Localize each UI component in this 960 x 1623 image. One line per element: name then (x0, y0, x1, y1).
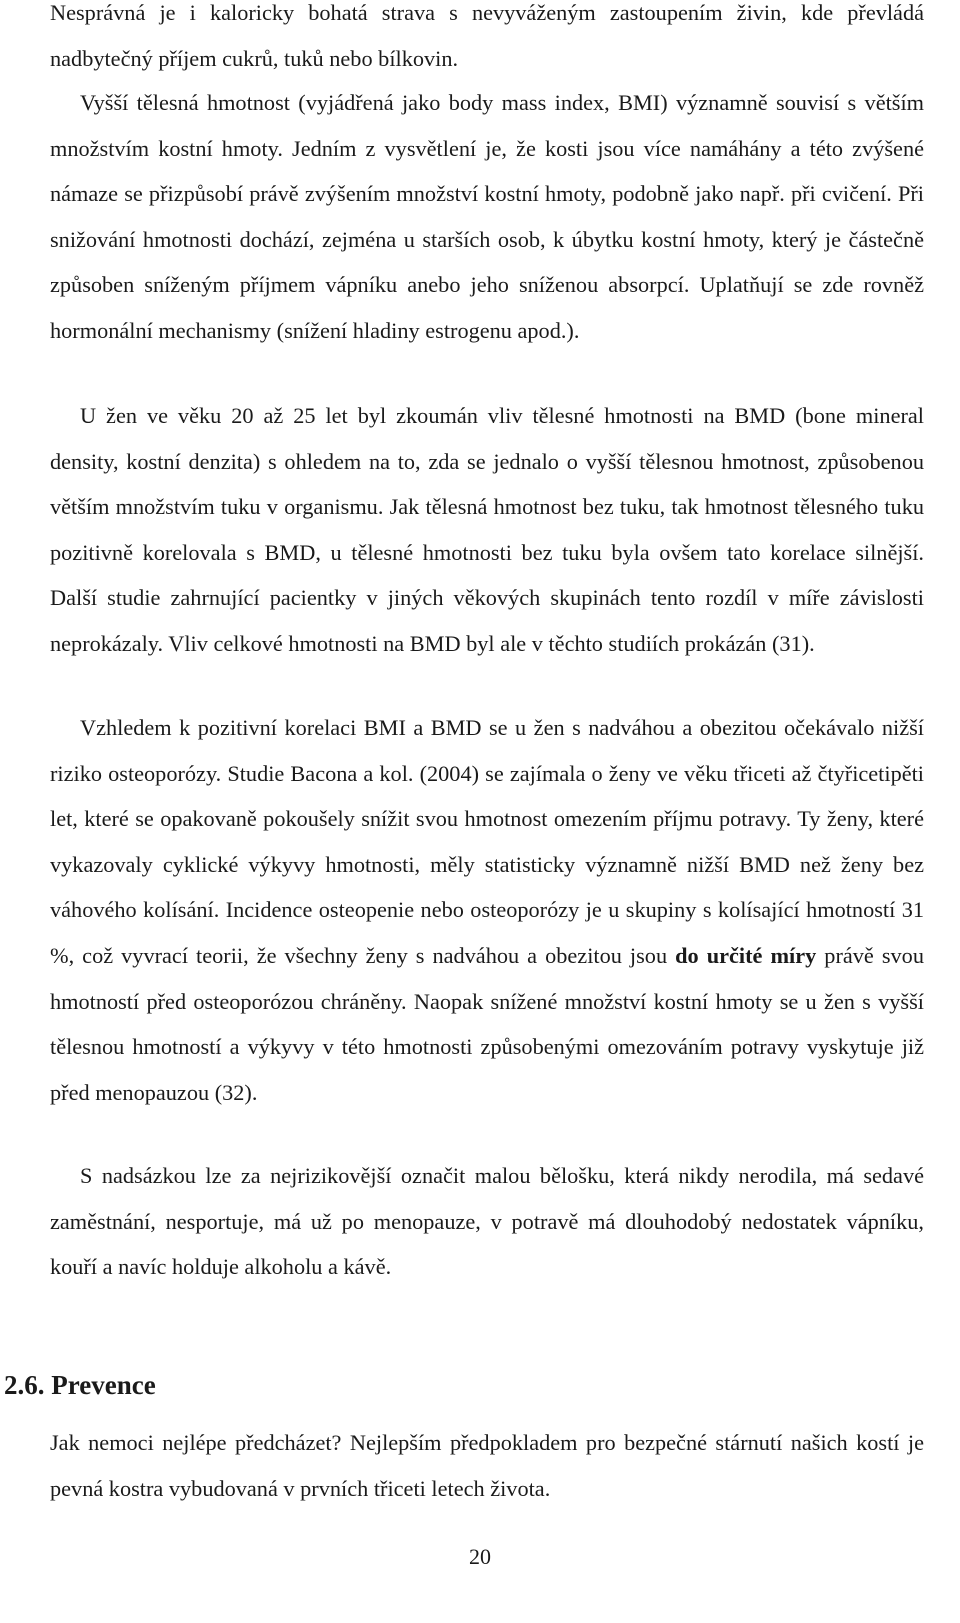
paragraph-risk-profile: S nadsázkou lze za nejrizikovější označit malou bělošku, která nikdy nerodila, má sedavé zaměstnání, nesportuje, má už po menopauze, v potravě má dlouhodobý nedostatek vápníku, kouří a navíc holduje alkoholu a kávě. (50, 1163, 924, 1280)
page-number: 20 (469, 1544, 491, 1569)
paragraph-text-before: Vzhledem k pozitivní korelaci BMI a BMD se u žen s nadváhou a obezitou očekávalo nižší riziko osteoporózy. Studie Bacona a kol. (2004) se zajímala o ženy ve věku třiceti až čtyřicetipěti let, které se opakovaně pokoušely snížit svou hmotnost omezením příjmu potravy. Ty ženy, které vykazovaly cyklické výkyvy hmotnosti, měly statisticky významně nižší BMD než ženy bez váhového kolísání. Incidence osteopenie nebo osteoporózy je u skupiny s kolísající hmotností 31 %, což vyvrací teorii, že všechny ženy s nadváhou a obezitou jsou (50, 715, 924, 968)
paragraph-obesity-osteoporosis (50, 705, 924, 1115)
paragraph-nutrition: Nesprávná je i kaloricky bohatá strava s nevyváženým zastoupením živin, kde převládá nadbytečný příjem cukrů, tuků nebo bílkovin. (50, 0, 924, 71)
section-heading: 2.6. Prevence (4, 1370, 156, 1400)
paragraph-body-weight: Vyšší tělesná hmotnost (vyjádřená jako body mass index, BMI) významně souvisí s větším množstvím kostní hmoty. Jedním z vysvětlení je, že kosti jsou více namáhány a této zvýšené námaze se přizpůsobí právě zvýšením množství kostní hmoty, podobně jako např. při cvičení. Při snižování hmotnosti dochází, zejména u starších osob, k úbytku kostní hmoty, který je částečně způsoben sníženým příjmem vápníku anebo jeho sníženou absorpcí. Uplatňují se zde rovněž hormonální mechanismy (snížení hladiny estrogenu apod.). (50, 90, 924, 343)
paragraph-prevention: Jak nemoci nejlépe předcházet? Nejlepším předpokladem pro bezpečné stárnutí našich kostí je pevná kostra vybudovaná v prvních třiceti letech života. (50, 1430, 924, 1501)
paragraph-text-after: právě svou hmotností před osteoporózou chráněny. Naopak snížené množství kostní hmoty se u žen s vyšší tělesnou hmotností a výkyvy v této hmotnosti způsobenými omezováním potravy vyskytuje již před menopauzou (32). (50, 942, 924, 1105)
paragraph-bmd-study: U žen ve věku 20 až 25 let byl zkoumán vliv tělesné hmotnosti na BMD (bone mineral density, kostní denzita) s ohledem na to, zda se jednalo o vyšší tělesnou hmotnost, způsobenou větším množstvím tuku v organismu. Jak tělesná hmotnost bez tuku, tak hmotnost tělesného tuku pozitivně korelovala s BMD, u tělesné hmotnosti bez tuku byla ovšem tato korelace silnější. Další studie zahrnující pacientky v jiných věkových skupinách tento rozdíl v míře závislosti neprokázaly. Vliv celkové hmotnosti na BMD byl ale v těchto studiích prokázán (31). (50, 403, 924, 656)
bold-phrase: do určité míry (675, 942, 817, 968)
